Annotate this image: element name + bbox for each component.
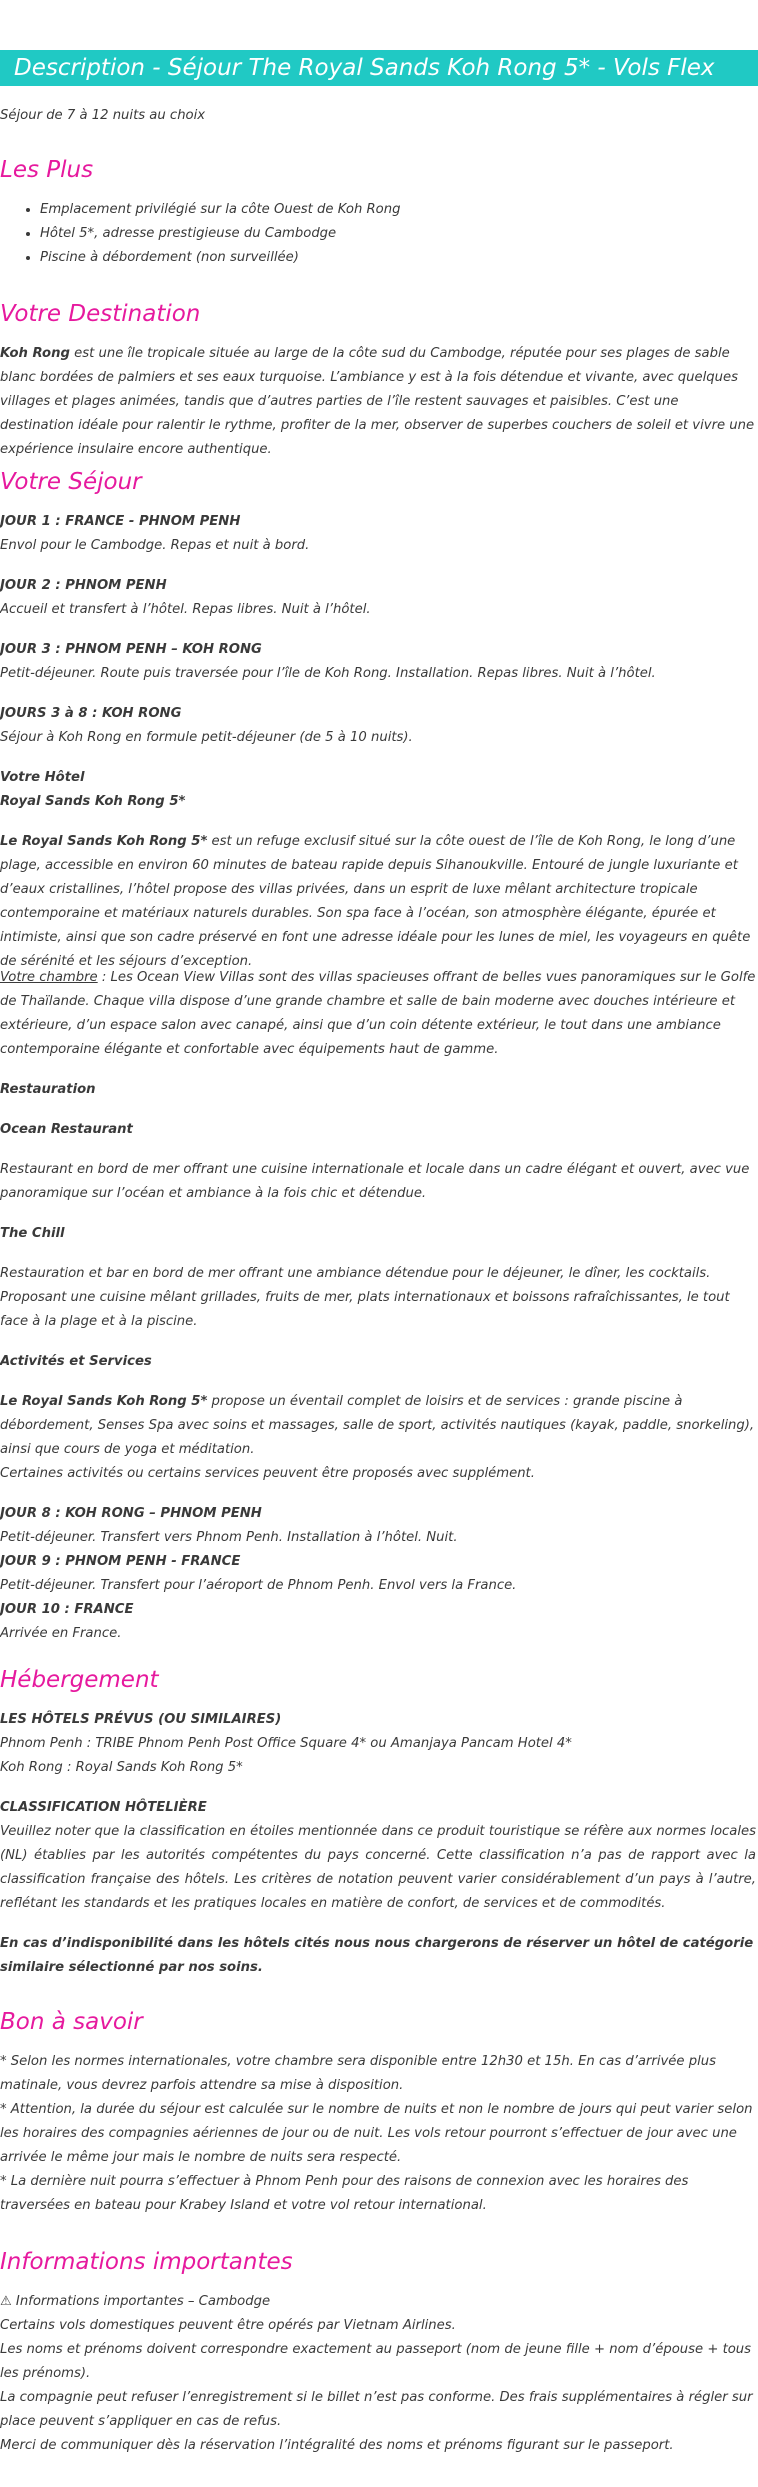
day-text: Petit-déjeuner. Route puis traversée pour l’île de Koh Rong. Installation. Repas libres. Nuit à l’hôtel. — [0, 666, 656, 681]
day-text: Petit-déjeuner. Transfert pour l’aéroport de Phnom Penh. Envol vers la France. — [0, 1578, 517, 1593]
day-title: JOUR 2 : PHNOM PENH — [0, 578, 167, 593]
hotel-name: Royal Sands Koh Rong 5* — [0, 794, 186, 809]
day-title: JOUR 10 : FRANCE — [0, 1602, 134, 1617]
restaurant-title: Ocean Restaurant — [0, 1122, 133, 1137]
info-line: ⚠ Informations importantes – Cambodge — [0, 2294, 271, 2309]
day-text: Arrivée en France. — [0, 1626, 122, 1641]
list-item: • Piscine à débordement (non surveillée) — [40, 246, 758, 270]
classification-title: CLASSIFICATION HÔTELIÈRE — [0, 1800, 207, 1815]
unavailability-note: En cas d’indisponibilité dans les hôtels cités nous nous chargerons de réserver un hôtel de catégorie similaire sélectionné par nos soins. — [0, 1936, 754, 1975]
hotel-description — [0, 830, 756, 974]
heading-hebergement: Hébergement — [0, 1667, 159, 1693]
hotel-block — [0, 766, 756, 814]
info-line: La compagnie peut refuser l’enregistrement si le billet n’est pas conforme. Des frais supplémentaires à régler sur place peuvent s’appliquer en cas de refus. — [0, 2390, 753, 2429]
day-block — [0, 1502, 756, 1646]
restauration-heading: Restauration — [0, 1082, 96, 1097]
day-title: JOUR 1 : FRANCE - PHNOM PENH — [0, 514, 241, 529]
day-text: Séjour à Koh Rong en formule petit-déjeuner (de 5 à 10 nuits). — [0, 730, 413, 745]
room-body: : Les Ocean View Villas sont des villas spacieuses offrant de belles vues panoramiques sur le Golfe de Thaïlande. Chaque villa dispose d’une grande chambre et salle de bain moderne avec douches intérieure et extérieure, d’un espace salon avec canapé, ainsi que d’un coin détente extérieur, le tout dans une ambiance contemporaine élégante et confortable avec équipements haut de gamme. — [0, 970, 756, 1057]
room-label: Votre chambre — [0, 970, 98, 985]
day-text: Accueil et transfert à l’hôtel. Repas libres. Nuit à l’hôtel. — [0, 602, 371, 617]
info-line: Les noms et prénoms doivent correspondre exactement au passeport (nom de jeune fille + nom d’épouse + tous les prénoms). — [0, 2342, 752, 2381]
note-paragraph: * Selon les normes internationales, votre chambre sera disponible entre 12h30 et 15h. En cas d’arrivée plus matinale, vous devrez parfois attendre sa mise à disposition. — [0, 2054, 716, 2093]
info-line: Certains vols domestiques peuvent être opérés par Vietnam Airlines. — [0, 2318, 456, 2333]
plus-list — [0, 198, 758, 270]
heading-informations: Informations importantes — [0, 2249, 293, 2275]
note-paragraph: * La dernière nuit pourra s’effectuer à Phnom Penh pour des raisons de connexion avec les horaires des traversées en bateau pour Krabey Island et votre vol retour international. — [0, 2174, 689, 2213]
destination-text — [0, 342, 756, 462]
activities-note: Certaines activités ou certains services peuvent être proposés avec supplément. — [0, 1466, 535, 1481]
day-block — [0, 510, 756, 558]
heading-les-plus: Les Plus — [0, 157, 94, 183]
heading-sejour: Votre Séjour — [0, 469, 142, 495]
day-block — [0, 574, 756, 622]
destination-lead: Koh Rong — [0, 346, 70, 361]
restaurant-text: Restauration et bar en bord de mer offrant une ambiance détendue pour le déjeuner, le dîner, les cocktails. Proposant une cuisine mêlant grillades, fruits de mer, plats internationaux et boissons rafraîchissantes, le tout face à la plage et à la piscine. — [0, 1266, 730, 1329]
info-line: Merci de communiquer dès la réservation l’intégralité des noms et prénoms figurant sur le passeport. — [0, 2438, 674, 2453]
hotel-lead: Le Royal Sands Koh Rong 5* — [0, 834, 208, 849]
restaurant-text: Restaurant en bord de mer offrant une cuisine internationale et locale dans un cadre élégant et ouvert, avec vue panoramique sur l’océan et ambiance à la fois chic et détendue. — [0, 1162, 750, 1201]
day-text: Petit-déjeuner. Transfert vers Phnom Penh. Installation à l’hôtel. Nuit. — [0, 1530, 458, 1545]
heading-destination: Votre Destination — [0, 301, 201, 327]
day-title: JOURS 3 à 8 : KOH RONG — [0, 706, 182, 721]
day-title: JOUR 9 : PHNOM PENH - FRANCE — [0, 1554, 241, 1569]
restaurant-title: The Chill — [0, 1226, 65, 1241]
day-block — [0, 702, 756, 750]
activities-heading: Activités et Services — [0, 1354, 152, 1369]
list-item: • Hôtel 5*, adresse prestigieuse du Cambodge — [40, 222, 758, 246]
informations-block — [0, 2290, 756, 2458]
hotel-body: est un refuge exclusif situé sur la côte ouest de l’île de Koh Rong, le long d’une plage, accessible en environ 60 minutes de bateau rapide depuis Sihanoukville. Entouré de jungle luxuriante et d’eaux cristallines, l’hôtel propose des villas privées, dans un esprit de luxe mêlant architecture tropicale contemporaine et matériaux naturels durables. Son spa face à l’océan, son atmosphère élégante, épurée et intimiste, ainsi que son cadre préservé en font une adresse idéale pour les lunes de miel, les voyageurs en quête de sérénité et les séjours d’exception. — [0, 834, 751, 969]
note-paragraph: * Attention, la durée du séjour est calculée sur le nombre de nuits et non le nombre de jours qui peut varier selon les horaires des compagnies aériennes de jour ou de nuit. Les vols retour pourront s’effectuer de jour avec une arrivée le même jour mais le nombre de nuits sera respecté. — [0, 2102, 753, 2165]
day-text: Envol pour le Cambodge. Repas et nuit à bord. — [0, 538, 310, 553]
list-item: • Emplacement privilégié sur la côte Ouest de Koh Rong — [40, 198, 758, 222]
hotels-line: Koh Rong : Royal Sands Koh Rong 5* — [0, 1760, 243, 1775]
hotels-block — [0, 1708, 756, 1780]
day-title: JOUR 8 : KOH RONG – PHNOM PENH — [0, 1506, 262, 1521]
activities-body: propose un éventail complet de loisirs et de services : grande piscine à débordement, Senses Spa avec soins et massages, salle de sport, activités nautiques (kayak, paddle, snorkeling), ainsi que cours de yoga et méditation. — [0, 1394, 755, 1457]
day-title: JOUR 3 : PHNOM PENH – KOH RONG — [0, 642, 262, 657]
classification-text: Veuillez noter que la classification en étoiles mentionnée dans ce produit touristique se réfère aux normes locales (NL) établies par les autorités compétentes du pays concerné. Cette classification n’a pas de rapport avec la classification française des hôtels. Les critères de notation peuvent varier considérablement d’un pays à l’autre, reflétant les standards et les pratiques locales en matière de confort, de services et de commodités. — [0, 1824, 756, 1911]
bon-a-savoir-block — [0, 2050, 756, 2218]
page-title-banner: Description - Séjour The Royal Sands Koh Rong 5* - Vols Flex — [0, 50, 758, 86]
room-description — [0, 966, 756, 1062]
hotel-label: Votre Hôtel — [0, 770, 85, 785]
stay-duration: Séjour de 7 à 12 nuits au choix — [0, 108, 206, 123]
day-block — [0, 638, 756, 686]
activities-text — [0, 1390, 756, 1462]
destination-body: est une île tropicale située au large de la côte sud du Cambodge, réputée pour ses plages de sable blanc bordées de palmiers et ses eaux turquoise. L’ambiance y est à la fois détendue et vivante, avec quelques villages et plages animées, tandis que d’autres parties de l’île restent sauvages et paisibles. C’est une destination idéale pour ralentir le rythme, profiter de la mer, observer de superbes couchers de soleil et vivre une expérience insulaire encore authentique. — [0, 346, 755, 457]
heading-bon-a-savoir: Bon à savoir — [0, 2009, 143, 2035]
hotels-title: LES HÔTELS PRÉVUS (OU SIMILAIRES) — [0, 1712, 282, 1727]
activities-lead: Le Royal Sands Koh Rong 5* — [0, 1394, 208, 1409]
classification-block — [0, 1796, 756, 1916]
hotels-line: Phnom Penh : TRIBE Phnom Penh Post Office Square 4* ou Amanjaya Pancam Hotel 4* — [0, 1736, 572, 1751]
